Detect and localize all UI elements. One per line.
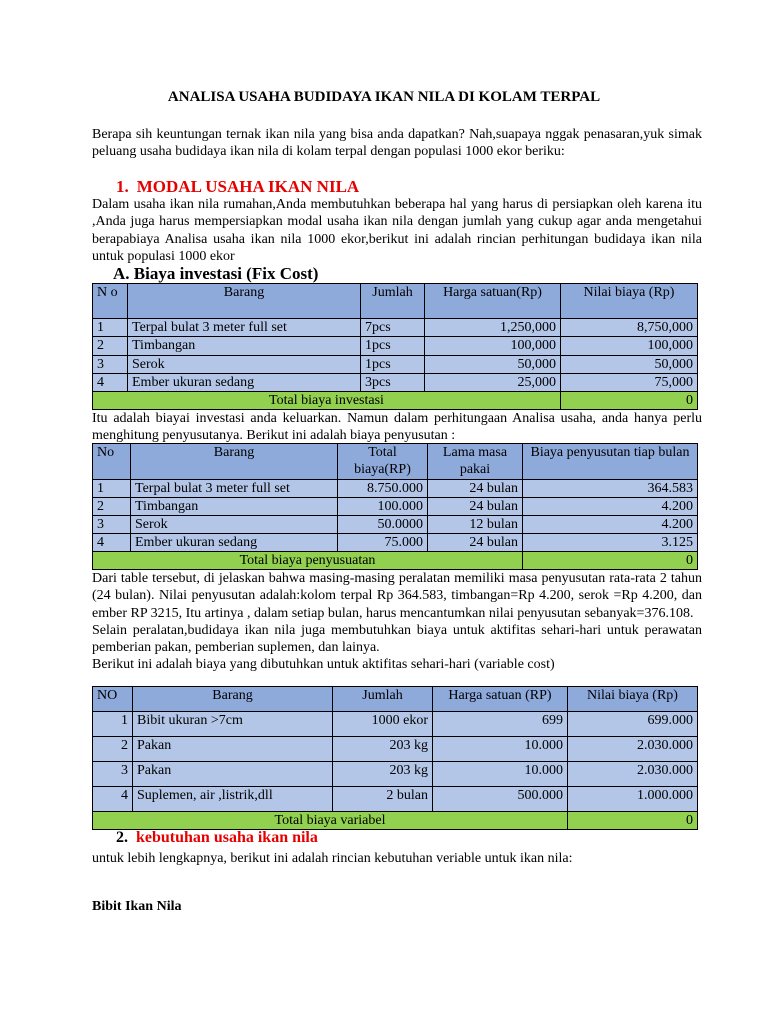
- table-cell: 2.030.000: [568, 737, 698, 762]
- table-cell: 100,000: [425, 337, 561, 356]
- table-cell: 75.000: [338, 534, 428, 552]
- table-cell: 2: [93, 337, 128, 356]
- table-cell: 203 kg: [333, 762, 433, 787]
- table-cell: 699: [433, 712, 568, 737]
- table-cell: 8.750.000: [338, 480, 428, 498]
- table-cell: 1: [93, 712, 133, 737]
- section-1-heading: [116, 177, 359, 197]
- table-total-row: [93, 392, 698, 410]
- table-cell: 4: [93, 374, 128, 392]
- col-header-harga: Harga satuan(Rp): [425, 284, 561, 319]
- table-cell: 4: [93, 534, 131, 552]
- table-cell: 1.000.000: [568, 787, 698, 812]
- table-cell: 1: [93, 319, 128, 337]
- table-cell: 4.200: [523, 516, 698, 534]
- table-cell: 3: [93, 356, 128, 374]
- table-cell: 100.000: [338, 498, 428, 516]
- table-cell: 1pcs: [361, 356, 425, 374]
- section-1-number: 1.: [116, 177, 129, 196]
- after-table-2-paragraphs: [92, 570, 702, 674]
- col-header-no: N o: [93, 284, 128, 319]
- table-cell: 25,000: [425, 374, 561, 392]
- table-cell: 12 bulan: [428, 516, 523, 534]
- total-value: 0: [568, 812, 698, 830]
- table-cell: Serok: [128, 356, 361, 374]
- table-cell: 3: [93, 516, 131, 534]
- total-value: 0: [561, 392, 698, 410]
- table-cell: 24 bulan: [428, 498, 523, 516]
- table-cell: 100,000: [561, 337, 698, 356]
- table-cell: 364.583: [523, 480, 698, 498]
- table-row: [93, 737, 698, 762]
- table-row: [93, 498, 698, 516]
- col-header-lama-masa: Lama masa pakai: [428, 444, 523, 480]
- col-header-nilai: Nilai biaya (Rp): [561, 284, 698, 319]
- table-header-row: [93, 284, 698, 319]
- table-cell: 8,750,000: [561, 319, 698, 337]
- subsection-a-heading: A. Biaya investasi (Fix Cost): [113, 264, 319, 283]
- intro-paragraph: Berapa sih keuntungan ternak ikan nila yang bisa anda dapatkan? Nah,suapaya nggak penasaran,yuk simak peluang usaha budidaya ikan nila di kolam terpal dengan populasi 1000 ekor beriku:: [92, 127, 702, 160]
- col-header-nilai: Nilai biaya (Rp): [568, 687, 698, 712]
- table-row: [93, 337, 698, 356]
- table-cell: 1: [93, 480, 131, 498]
- table-row: [93, 534, 698, 552]
- table-cell: 50,000: [561, 356, 698, 374]
- table-cell: 50.0000: [338, 516, 428, 534]
- table-cell: 500.000: [433, 787, 568, 812]
- table-cell: 1pcs: [361, 337, 425, 356]
- table-cell: 4.200: [523, 498, 698, 516]
- table-cell: 3pcs: [361, 374, 425, 392]
- section-2-heading: [116, 829, 318, 847]
- section-2-number: 2.: [116, 829, 128, 846]
- table-cell: 2: [93, 737, 133, 762]
- depreciation-explanation: Dari table tersebut, di jelaskan bahwa masing-masing peralatan memiliki masa penyusutan rata-rata 2 tahun (24 bulan). Nilai penyusutan adalah:kolom terpal Rp 364.583, timbangan=Rp 4.200, serok =Rp 4.200, dan ember RP 3215, Itu artinya , dalam setiap bulan, harus mencantumkan nilai penyusutan sebanyak=376.108.: [92, 571, 702, 621]
- table-row: [93, 480, 698, 498]
- table-cell: 3.125: [523, 534, 698, 552]
- col-header-no: NO: [93, 687, 133, 712]
- section-1-title: MODAL USAHA IKAN NILA: [136, 177, 360, 196]
- table-row: [93, 712, 698, 737]
- table-row: [93, 356, 698, 374]
- variable-cost-intro: Berikut ini adalah biaya yang dibutuhkan untuk aktifitas sehari-hari (variable cost): [92, 657, 555, 673]
- table-cell: Ember ukuran sedang: [131, 534, 338, 552]
- variable-cost-table: [92, 686, 698, 830]
- table-cell: Timbangan: [131, 498, 338, 516]
- table-cell: 3: [93, 762, 133, 787]
- table-cell: 24 bulan: [428, 534, 523, 552]
- document-title: ANALISA USAHA BUDIDAYA IKAN NILA DI KOLAM TERPAL: [167, 89, 601, 105]
- table-cell: Bibit ukuran >7cm: [133, 712, 333, 737]
- table-cell: Terpal bulat 3 meter full set: [131, 480, 338, 498]
- table-total-row: [93, 812, 698, 830]
- section-2-title: kebutuhan usaha ikan nila: [136, 829, 318, 846]
- total-label: Total biaya variabel: [93, 812, 568, 830]
- table-row: [93, 762, 698, 787]
- table-cell: 2 bulan: [333, 787, 433, 812]
- table-cell: 10.000: [433, 762, 568, 787]
- table-cell: 4: [93, 787, 133, 812]
- after-table-1-paragraph: Itu adalah biayai investasi anda keluarkan. Namun dalam perhitungaan Analisa usaha, anda hanya perlu menghitung penyusutanya. Berikut ini adalah biaya penyusutan :: [92, 411, 702, 444]
- table-row: [93, 319, 698, 337]
- table-cell: 10.000: [433, 737, 568, 762]
- table-header-row: [93, 687, 698, 712]
- table-row: [93, 787, 698, 812]
- table-cell: Ember ukuran sedang: [128, 374, 361, 392]
- table-cell: Terpal bulat 3 meter full set: [128, 319, 361, 337]
- table-cell: 75,000: [561, 374, 698, 392]
- table-cell: 1000 ekor: [333, 712, 433, 737]
- total-label: Total biaya penyusuatan: [93, 552, 523, 570]
- total-value: 0: [523, 552, 698, 570]
- investment-table: [92, 283, 698, 410]
- col-header-barang: Barang: [131, 444, 338, 480]
- table-cell: Pakan: [133, 737, 333, 762]
- col-header-jumlah: Jumlah: [333, 687, 433, 712]
- daily-cost-intro: Selain peralatan,budidaya ikan nila juga membutuhkan biaya untuk aktifitas sehari-hari untuk perawatan pemberian pakan, pemberian suplemen, dan lainya.: [92, 622, 702, 656]
- table-cell: 203 kg: [333, 737, 433, 762]
- section-2-paragraph: untuk lebih lengkapnya, berikut ini adalah rincian kebutuhan veriable untuk ikan nila:: [92, 851, 573, 866]
- table-cell: Suplemen, air ,listrik,dll: [133, 787, 333, 812]
- col-header-barang: Barang: [133, 687, 333, 712]
- table-cell: Pakan: [133, 762, 333, 787]
- table-total-row: [93, 552, 698, 570]
- col-header-no: No: [93, 444, 131, 480]
- table-cell: Timbangan: [128, 337, 361, 356]
- table-cell: 50,000: [425, 356, 561, 374]
- col-header-biaya-penyusutan: Biaya penyusutan tiap bulan: [523, 444, 698, 480]
- col-header-harga: Harga satuan (RP): [433, 687, 568, 712]
- table-header-row: [93, 444, 698, 480]
- bibit-heading: Bibit Ikan Nila: [92, 899, 182, 914]
- table-cell: 24 bulan: [428, 480, 523, 498]
- col-header-barang: Barang: [128, 284, 361, 319]
- table-cell: 7pcs: [361, 319, 425, 337]
- table-row: [93, 374, 698, 392]
- table-cell: 1,250,000: [425, 319, 561, 337]
- depreciation-table: [92, 443, 698, 570]
- col-header-total-biaya: Total biaya(RP): [338, 444, 428, 480]
- table-row: [93, 516, 698, 534]
- col-header-jumlah: Jumlah: [361, 284, 425, 319]
- total-label: Total biaya investasi: [93, 392, 561, 410]
- table-cell: Serok: [131, 516, 338, 534]
- section-1-paragraph: Dalam usaha ikan nila rumahan,Anda membutuhkan beberapa hal yang harus di persiapkan oleh karena itu ,Anda juga harus mempersiapkan modal usaha ikan nila dengan jumlah yang cukup agar anda mengetahui berapabiaya Analisa usaha ikan nila 1000 ekor,berikut ini adalah rincian perhitungan budidaya ikan nila untuk populasi 1000 ekor: [92, 197, 702, 264]
- table-cell: 2.030.000: [568, 762, 698, 787]
- table-cell: 2: [93, 498, 131, 516]
- table-cell: 699.000: [568, 712, 698, 737]
